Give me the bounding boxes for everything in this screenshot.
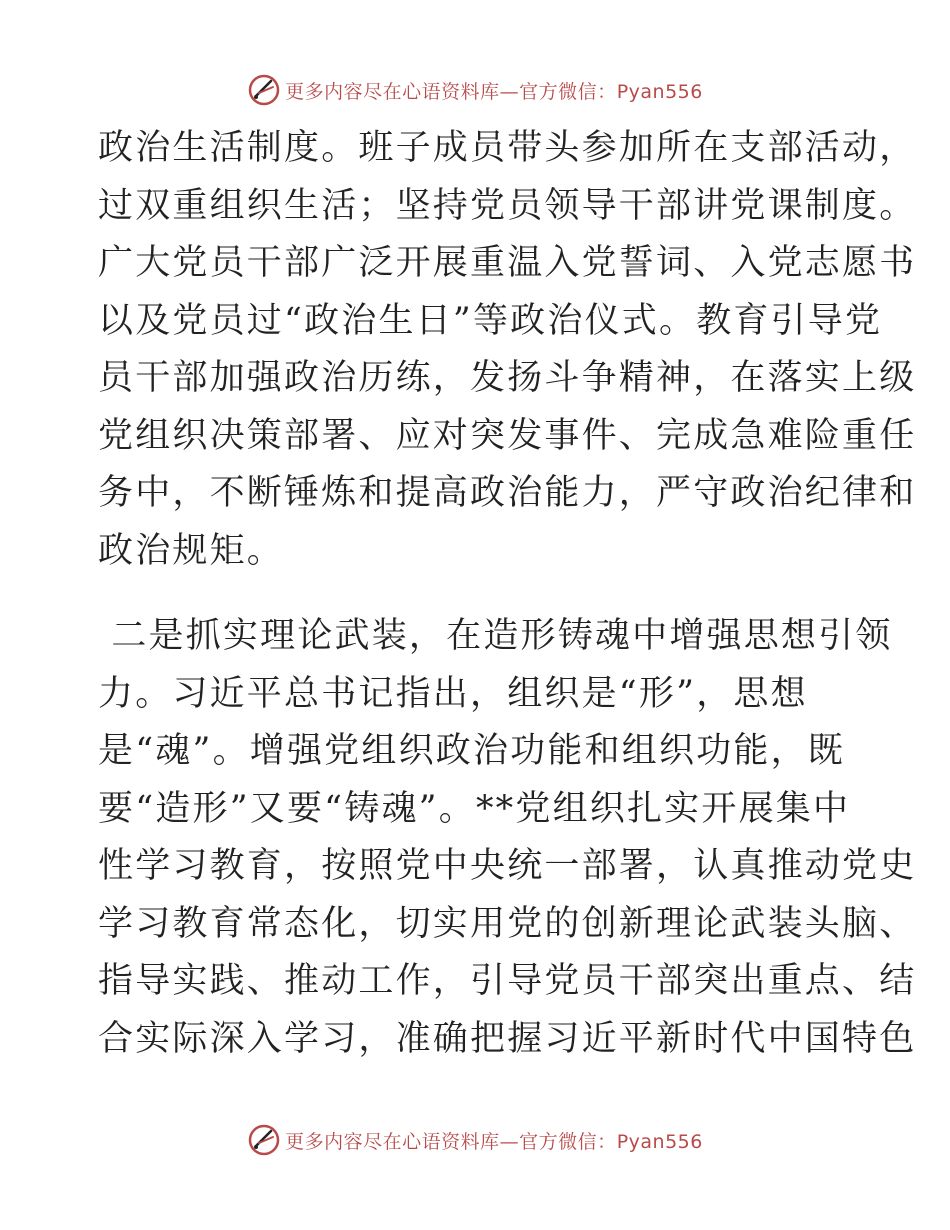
text-line: 学习教育常态化，切实用党的创新理论武装头脑、 bbox=[98, 903, 917, 944]
text-line: 二是抓实理论武装，在造形铸魂中增强思想引领 bbox=[98, 616, 893, 656]
text-line: 是“魂”。增强党组织政治功能和组织功能，既 bbox=[98, 731, 845, 771]
text-line: 员干部加强政治历练，发扬斗争精神，在落实上级 bbox=[98, 358, 917, 398]
text-line: 合实际深入学习，准确把握习近平新时代中国特色 bbox=[98, 1018, 917, 1059]
text-line: 广大党员干部广泛开展重温入党誓词、入党志愿书 bbox=[98, 243, 917, 283]
header-watermark bbox=[0, 70, 950, 110]
paragraph-1 bbox=[98, 120, 917, 580]
footer-dash: — bbox=[499, 1130, 520, 1153]
text-line: 政治规矩。 bbox=[98, 530, 285, 571]
text-line: 要“造形”又要“铸魂”。**党组织扎实开展集中 bbox=[98, 788, 851, 829]
text-line: 以及党员过“政治生日”等政治仪式。教育引导党 bbox=[98, 300, 883, 341]
header-dash: — bbox=[499, 80, 520, 103]
header-wechat-label: 官方微信： bbox=[519, 80, 617, 103]
footer-wechat-id: Pyan556 bbox=[616, 1130, 703, 1153]
text-line: 力。习近平总书记指出，组织是“形”，思想 bbox=[98, 673, 808, 714]
paragraph-gap bbox=[98, 580, 858, 608]
text-line: 性学习教育，按照党中央统一部署，认真推动党史 bbox=[98, 846, 917, 886]
text-line: 过双重组织生活；坚持党员领导干部讲党课制度。 bbox=[98, 185, 917, 226]
document-body bbox=[98, 120, 917, 1068]
paragraph-2 bbox=[98, 608, 917, 1068]
header-site-text: 更多内容尽在心语资料库 bbox=[285, 80, 500, 103]
footer-watermark bbox=[0, 1120, 950, 1160]
text-line: 务中，不断锤炼和提高政治能力，严守政治纪律和 bbox=[98, 473, 917, 513]
text-line: 指导实践、推动工作，引导党员干部突出重点、结 bbox=[98, 961, 917, 1001]
header-wechat-id: Pyan556 bbox=[616, 80, 703, 103]
text-line: 党组织决策部署、应对突发事件、完成急难险重任 bbox=[98, 415, 917, 456]
text-line: 政治生活制度。班子成员带头参加所在支部活动， bbox=[98, 128, 917, 168]
logo-icon bbox=[247, 73, 281, 107]
logo-icon bbox=[247, 1123, 281, 1157]
footer-site-text: 更多内容尽在心语资料库 bbox=[285, 1130, 500, 1153]
footer-wechat-label: 官方微信： bbox=[519, 1130, 617, 1153]
